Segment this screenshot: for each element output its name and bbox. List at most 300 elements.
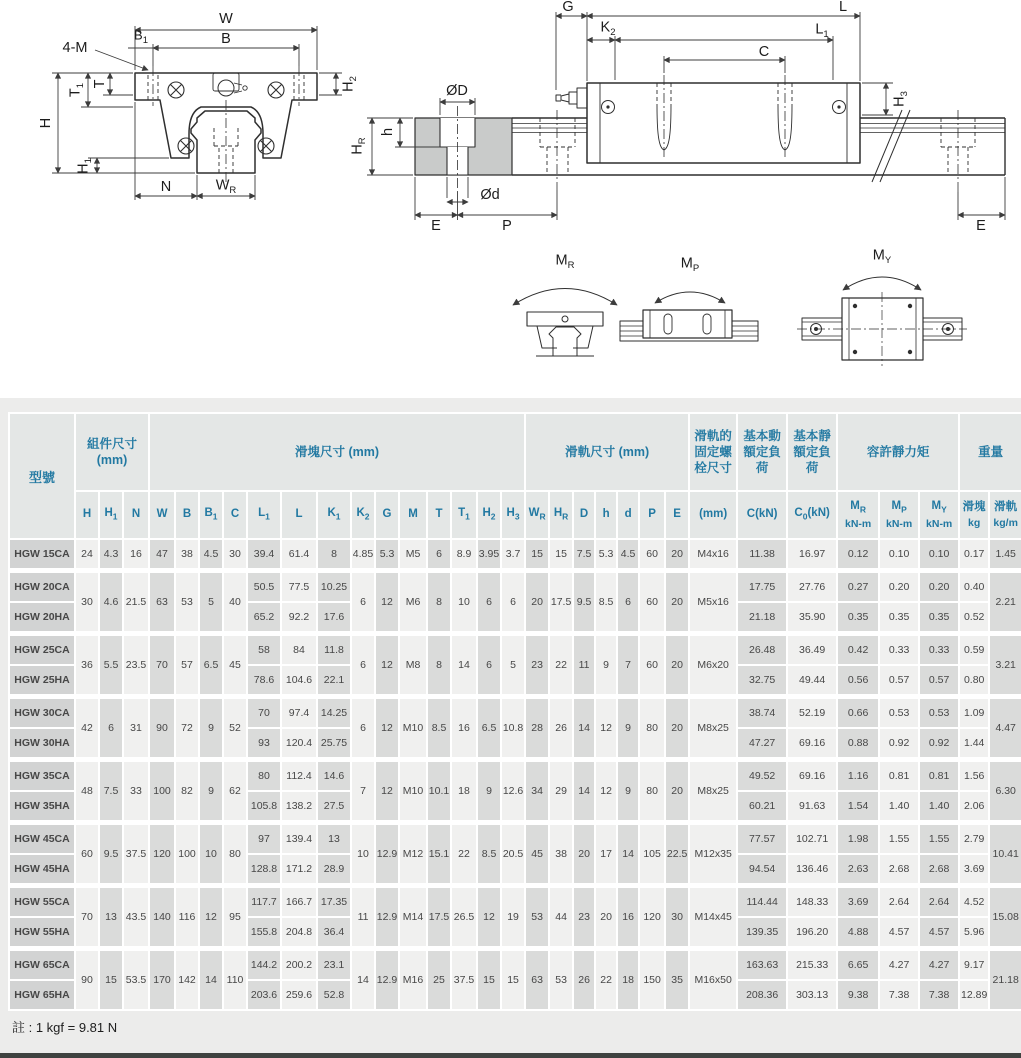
spec-cell: 14: [452, 636, 476, 694]
spec-cell: 1.16: [838, 762, 878, 790]
spec-cell: 23: [526, 636, 548, 694]
spec-cell: 61.4: [282, 540, 316, 568]
spec-cell: 80: [224, 825, 246, 883]
spec-cell: 12: [478, 888, 500, 946]
spec-cell: 15.08: [990, 888, 1021, 946]
spec-cell: 47.27: [738, 729, 786, 757]
spec-cell: 0.35: [920, 603, 958, 631]
spec-cell: 14: [574, 762, 594, 820]
spec-cell: 17.75: [738, 573, 786, 601]
spec-cell: 10: [200, 825, 222, 883]
spec-cell: 0.52: [960, 603, 988, 631]
spec-cell: 4.6: [100, 573, 122, 631]
spec-cell: 303.13: [788, 981, 836, 1009]
spec-cell: 24: [76, 540, 98, 568]
engineering-diagram-svg: [0, 0, 1021, 398]
table-row: [10, 699, 1021, 727]
spec-cell: 102.71: [788, 825, 836, 853]
spec-cell: 0.66: [838, 699, 878, 727]
spec-cell: 47: [150, 540, 174, 568]
col-header: $K_1$: [318, 492, 350, 538]
model-cell: HGW 25HA: [10, 666, 74, 694]
spec-cell: 11.8: [318, 636, 350, 664]
table-row: [10, 888, 1021, 916]
spec-cell: 0.53: [920, 699, 958, 727]
spec-cell: 69.16: [788, 762, 836, 790]
model-cell: HGW 65HA: [10, 981, 74, 1009]
moment-label-mr: $M_R$: [555, 252, 575, 272]
spec-cell: M8x25: [690, 699, 736, 757]
spec-cell: 60: [640, 540, 664, 568]
spec-cell: 53: [176, 573, 198, 631]
spec-cell: 20: [666, 762, 688, 820]
spec-cell: 8: [428, 636, 450, 694]
spec-cell: 35.90: [788, 603, 836, 631]
spec-cell: 2.68: [920, 855, 958, 883]
spec-cell: 20: [526, 573, 548, 631]
table-row: [10, 825, 1021, 853]
spec-cell: 78.6: [248, 666, 280, 694]
spec-cell: 21.18: [990, 951, 1021, 1009]
model-cell: HGW 25CA: [10, 636, 74, 664]
spec-cell: 0.56: [838, 666, 878, 694]
side-view-drawing: [367, 12, 1005, 220]
spec-cell: 9.17: [960, 951, 988, 979]
group-header: 滑軌的固定螺栓尺寸: [690, 414, 736, 490]
model-cell: HGW 45HA: [10, 855, 74, 883]
spec-cell: 0.59: [960, 636, 988, 664]
table-row: [10, 762, 1021, 790]
col-header: $H_3$: [502, 492, 524, 538]
spec-cell: 22: [596, 951, 616, 1009]
spec-cell: 2.06: [960, 792, 988, 820]
group-header: 容許靜力矩: [838, 414, 958, 490]
spec-cell: 4.88: [838, 918, 878, 946]
spec-cell: 20: [666, 540, 688, 568]
col-header: L: [282, 492, 316, 538]
spec-cell: 155.8: [248, 918, 280, 946]
spec-cell: 43.5: [124, 888, 148, 946]
spec-table-section: [0, 398, 1021, 1058]
spec-cell: 14.25: [318, 699, 350, 727]
moment-label-my: $M_Y$: [872, 247, 892, 267]
col-header: $H_1$: [100, 492, 122, 538]
spec-cell: 16: [124, 540, 148, 568]
moment-yaw-icon: [797, 277, 967, 366]
spec-cell: 2.79: [960, 825, 988, 853]
spec-cell: 6: [100, 699, 122, 757]
spec-cell: 6: [618, 573, 638, 631]
spec-cell: 0.80: [960, 666, 988, 694]
spec-cell: 90: [150, 699, 174, 757]
dim-label-h-depth: h: [379, 127, 396, 137]
spec-cell: 25: [428, 951, 450, 1009]
spec-cell: 1.98: [838, 825, 878, 853]
spec-cell: 10.41: [990, 825, 1021, 883]
spec-cell: 204.8: [282, 918, 316, 946]
spec-cell: 12: [596, 762, 616, 820]
group-header: 滑軌尺寸 (mm): [526, 414, 688, 490]
spec-cell: 15: [478, 951, 500, 1009]
spec-cell: 60: [640, 636, 664, 694]
col-header: C: [224, 492, 246, 538]
spec-cell: 4.85: [352, 540, 374, 568]
spec-cell: 0.17: [960, 540, 988, 568]
spec-cell: 90: [76, 951, 98, 1009]
spec-cell: 14: [352, 951, 374, 1009]
spec-cell: 15: [502, 951, 524, 1009]
spec-cell: 94.54: [738, 855, 786, 883]
spec-cell: M10: [400, 699, 426, 757]
spec-cell: 12: [596, 699, 616, 757]
front-view-drawing: [52, 26, 342, 200]
spec-cell: 19: [502, 888, 524, 946]
spec-cell: 0.33: [880, 636, 918, 664]
spec-cell: 33: [124, 762, 148, 820]
dim-label-h1: $H_1$: [75, 158, 95, 174]
dim-label-h3: $H_3$: [891, 91, 911, 107]
spec-cell: 52: [224, 699, 246, 757]
dim-label-od-big: ØD: [446, 82, 468, 99]
spec-cell: 31: [124, 699, 148, 757]
spec-cell: 30: [224, 540, 246, 568]
spec-cell: 8: [318, 540, 350, 568]
spec-cell: 80: [248, 762, 280, 790]
spec-cell: 26: [550, 699, 572, 757]
spec-cell: 17.35: [318, 888, 350, 916]
spec-cell: 0.10: [880, 540, 918, 568]
spec-cell: 4.5: [200, 540, 222, 568]
group-gap: [10, 696, 1021, 697]
spec-cell: 6.30: [990, 762, 1021, 820]
spec-cell: 20.5: [502, 825, 524, 883]
spec-cell: 9.5: [574, 573, 594, 631]
spec-cell: 70: [150, 636, 174, 694]
spec-cell: 16: [618, 888, 638, 946]
spec-cell: 69.16: [788, 729, 836, 757]
spec-cell: 12: [376, 699, 398, 757]
spec-cell: 38: [550, 825, 572, 883]
spec-cell: 9: [618, 699, 638, 757]
table-row: [10, 573, 1021, 601]
spec-cell: 148.33: [788, 888, 836, 916]
spec-cell: 93: [248, 729, 280, 757]
spec-cell: 142: [176, 951, 198, 1009]
spec-cell: 100: [176, 825, 198, 883]
spec-cell: 23: [574, 888, 594, 946]
spec-cell: 10.8: [502, 699, 524, 757]
spec-cell: 82: [176, 762, 198, 820]
col-header: H: [76, 492, 98, 538]
spec-cell: 117.7: [248, 888, 280, 916]
spec-cell: 1.09: [960, 699, 988, 727]
spec-cell: 1.44: [960, 729, 988, 757]
col-header: $M_P$ kN-m: [880, 492, 918, 538]
spec-cell: M12x35: [690, 825, 736, 883]
spec-cell: 6: [352, 573, 374, 631]
spec-cell: 2.68: [880, 855, 918, 883]
spec-cell: 6: [352, 699, 374, 757]
spec-cell: 91.63: [788, 792, 836, 820]
spec-cell: 1.40: [920, 792, 958, 820]
spec-cell: 5.5: [100, 636, 122, 694]
model-cell: HGW 45CA: [10, 825, 74, 853]
model-cell: HGW 30CA: [10, 699, 74, 727]
group-header: 組件尺寸 (mm): [76, 414, 148, 490]
spec-cell: 9: [200, 699, 222, 757]
spec-cell: 63: [526, 951, 548, 1009]
dim-label-wr: $W_R$: [215, 177, 237, 197]
col-header: 滑軌 kg/m: [990, 492, 1021, 538]
dim-label-n: N: [160, 178, 172, 195]
spec-cell: M12: [400, 825, 426, 883]
spec-cell: 0.20: [880, 573, 918, 601]
dim-label-l: L: [838, 0, 848, 15]
group-header: 重量: [960, 414, 1021, 490]
col-header: $C_0(kN)$: [788, 492, 836, 538]
spec-cell: 0.92: [880, 729, 918, 757]
spec-cell: 0.40: [960, 573, 988, 601]
spec-cell: 8.5: [478, 825, 500, 883]
spec-cell: 4.47: [990, 699, 1021, 757]
spec-cell: 35: [666, 951, 688, 1009]
spec-table: [8, 412, 1021, 1011]
spec-cell: 136.46: [788, 855, 836, 883]
spec-cell: 171.2: [282, 855, 316, 883]
spec-cell: 2.64: [880, 888, 918, 916]
col-header: G: [376, 492, 398, 538]
spec-cell: 45: [224, 636, 246, 694]
spec-cell: 5: [200, 573, 222, 631]
spec-cell: 9: [596, 636, 616, 694]
spec-cell: 20: [666, 636, 688, 694]
group-gap: [10, 822, 1021, 823]
spec-cell: 21.18: [738, 603, 786, 631]
spec-cell: 6: [478, 636, 500, 694]
spec-cell: 36: [76, 636, 98, 694]
spec-cell: 21.5: [124, 573, 148, 631]
col-header: $L_1$: [248, 492, 280, 538]
spec-cell: 6.65: [838, 951, 878, 979]
spec-cell: 37.5: [452, 951, 476, 1009]
spec-cell: 120: [150, 825, 174, 883]
spec-cell: 4.27: [880, 951, 918, 979]
spec-cell: 12.6: [502, 762, 524, 820]
spec-cell: 22.5: [666, 825, 688, 883]
model-cell: HGW 35HA: [10, 792, 74, 820]
spec-cell: 4.52: [960, 888, 988, 916]
spec-cell: 34: [526, 762, 548, 820]
spec-cell: 77.57: [738, 825, 786, 853]
spec-cell: 0.92: [920, 729, 958, 757]
spec-cell: 28.9: [318, 855, 350, 883]
dim-label-k2: $K_2$: [600, 19, 616, 39]
spec-cell: 7.5: [574, 540, 594, 568]
col-header: $H_2$: [478, 492, 500, 538]
spec-cell: 1.54: [838, 792, 878, 820]
col-header: $K_2$: [352, 492, 374, 538]
spec-cell: 150: [640, 951, 664, 1009]
spec-cell: 25.75: [318, 729, 350, 757]
spec-cell: 1.55: [880, 825, 918, 853]
spec-cell: 9: [618, 762, 638, 820]
spec-cell: 36.49: [788, 636, 836, 664]
model-cell: HGW 55HA: [10, 918, 74, 946]
spec-cell: 92.2: [282, 603, 316, 631]
col-header: W: [150, 492, 174, 538]
spec-cell: 20: [666, 573, 688, 631]
spec-cell: 42: [76, 699, 98, 757]
spec-cell: 7.38: [880, 981, 918, 1009]
spec-cell: 112.4: [282, 762, 316, 790]
spec-cell: 22: [550, 636, 572, 694]
spec-cell: 1.40: [880, 792, 918, 820]
spec-cell: 140: [150, 888, 174, 946]
spec-cell: 28: [526, 699, 548, 757]
spec-cell: 166.7: [282, 888, 316, 916]
spec-cell: 97.4: [282, 699, 316, 727]
spec-cell: 26.48: [738, 636, 786, 664]
spec-cell: 60.21: [738, 792, 786, 820]
spec-cell: 26: [574, 951, 594, 1009]
dim-label-h: H: [37, 117, 54, 129]
spec-cell: 0.81: [920, 762, 958, 790]
spec-cell: 10.25: [318, 573, 350, 601]
spec-cell: 120: [640, 888, 664, 946]
spec-cell: 1.56: [960, 762, 988, 790]
spec-cell: 2.21: [990, 573, 1021, 631]
spec-cell: 11.38: [738, 540, 786, 568]
spec-cell: M4x16: [690, 540, 736, 568]
spec-cell: 196.20: [788, 918, 836, 946]
spec-cell: 14.6: [318, 762, 350, 790]
spec-cell: 30: [666, 888, 688, 946]
spec-cell: 18: [452, 762, 476, 820]
spec-cell: 27.5: [318, 792, 350, 820]
spec-cell: 80: [640, 762, 664, 820]
col-header: $H_R$: [550, 492, 572, 538]
spec-cell: 7.38: [920, 981, 958, 1009]
spec-cell: 20: [574, 825, 594, 883]
spec-cell: 22.1: [318, 666, 350, 694]
spec-cell: 17.6: [318, 603, 350, 631]
spec-cell: 0.53: [880, 699, 918, 727]
group-header: 基本動額定負荷: [738, 414, 786, 490]
spec-cell: 12.9: [376, 888, 398, 946]
spec-cell: 9.38: [838, 981, 878, 1009]
dim-label-g: G: [562, 0, 574, 15]
spec-cell: M6: [400, 573, 426, 631]
spec-cell: M14: [400, 888, 426, 946]
spec-cell: 3.7: [502, 540, 524, 568]
spec-cell: 58: [248, 636, 280, 664]
dim-label-od-small: Ød: [480, 186, 500, 203]
group-header: 基本靜額定負荷: [788, 414, 836, 490]
moment-roll-icon: [513, 289, 617, 357]
group-gap: [10, 759, 1021, 760]
spec-cell: 53: [550, 951, 572, 1009]
spec-cell: 49.52: [738, 762, 786, 790]
footnote: 註 : 1 kgf = 9.81 N: [12, 1020, 118, 1035]
col-header: h: [596, 492, 616, 538]
spec-cell: 16.97: [788, 540, 836, 568]
spec-cell: 12.89: [960, 981, 988, 1009]
table-row: [10, 540, 1021, 568]
spec-cell: 44: [550, 888, 572, 946]
spec-cell: 144.2: [248, 951, 280, 979]
dim-label-b: B: [221, 30, 231, 47]
spec-cell: 65.2: [248, 603, 280, 631]
spec-cell: M5x16: [690, 573, 736, 631]
spec-cell: 9: [478, 762, 500, 820]
spec-cell: 70: [76, 888, 98, 946]
col-header: $T_1$: [452, 492, 476, 538]
group-gap: [10, 885, 1021, 886]
spec-cell: 6: [428, 540, 450, 568]
spec-cell: 6.5: [478, 699, 500, 757]
spec-cell: 63: [150, 573, 174, 631]
spec-cell: 139.35: [738, 918, 786, 946]
spec-cell: 4.27: [920, 951, 958, 979]
spec-cell: 8.9: [452, 540, 476, 568]
spec-cell: 18: [618, 951, 638, 1009]
model-cell: HGW 65CA: [10, 951, 74, 979]
dim-label-hr: $H_R$: [349, 137, 369, 155]
spec-cell: M16x50: [690, 951, 736, 1009]
model-cell: HGW 20CA: [10, 573, 74, 601]
spec-cell: 37.5: [124, 825, 148, 883]
spec-cell: 7: [352, 762, 374, 820]
spec-cell: 22: [452, 825, 476, 883]
moment-label-mp: $M_P$: [680, 255, 700, 275]
spec-cell: 259.6: [282, 981, 316, 1009]
spec-cell: 8.5: [428, 699, 450, 757]
moment-pitch-icon: [620, 292, 758, 341]
spec-cell: 77.5: [282, 573, 316, 601]
group-header: 滑塊尺寸 (mm): [150, 414, 524, 490]
spec-cell: 48: [76, 762, 98, 820]
spec-cell: 5.3: [596, 540, 616, 568]
spec-cell: 0.27: [838, 573, 878, 601]
spec-cell: 60: [76, 825, 98, 883]
col-header: 滑塊 kg: [960, 492, 988, 538]
col-header: B: [176, 492, 198, 538]
spec-cell: 8.5: [596, 573, 616, 631]
spec-cell: 36.4: [318, 918, 350, 946]
spec-cell: 23.1: [318, 951, 350, 979]
spec-cell: 38.74: [738, 699, 786, 727]
spec-cell: 52.8: [318, 981, 350, 1009]
spec-cell: 128.8: [248, 855, 280, 883]
spec-cell: 60: [640, 573, 664, 631]
spec-cell: 208.36: [738, 981, 786, 1009]
spec-cell: 49.44: [788, 666, 836, 694]
spec-cell: 1.45: [990, 540, 1021, 568]
col-header: (mm): [690, 492, 736, 538]
dim-label-c: C: [758, 43, 770, 60]
spec-cell: M6x20: [690, 636, 736, 694]
dim-label-4m: 4-M: [62, 39, 88, 56]
spec-cell: M8: [400, 636, 426, 694]
spec-cell: 4.57: [880, 918, 918, 946]
spec-cell: 4.5: [618, 540, 638, 568]
spec-cell: 53: [526, 888, 548, 946]
model-cell: HGW 35CA: [10, 762, 74, 790]
col-header: C(kN): [738, 492, 786, 538]
spec-cell: 13: [318, 825, 350, 853]
dim-label-t1: $T_1$: [67, 82, 87, 98]
col-header: T: [428, 492, 450, 538]
